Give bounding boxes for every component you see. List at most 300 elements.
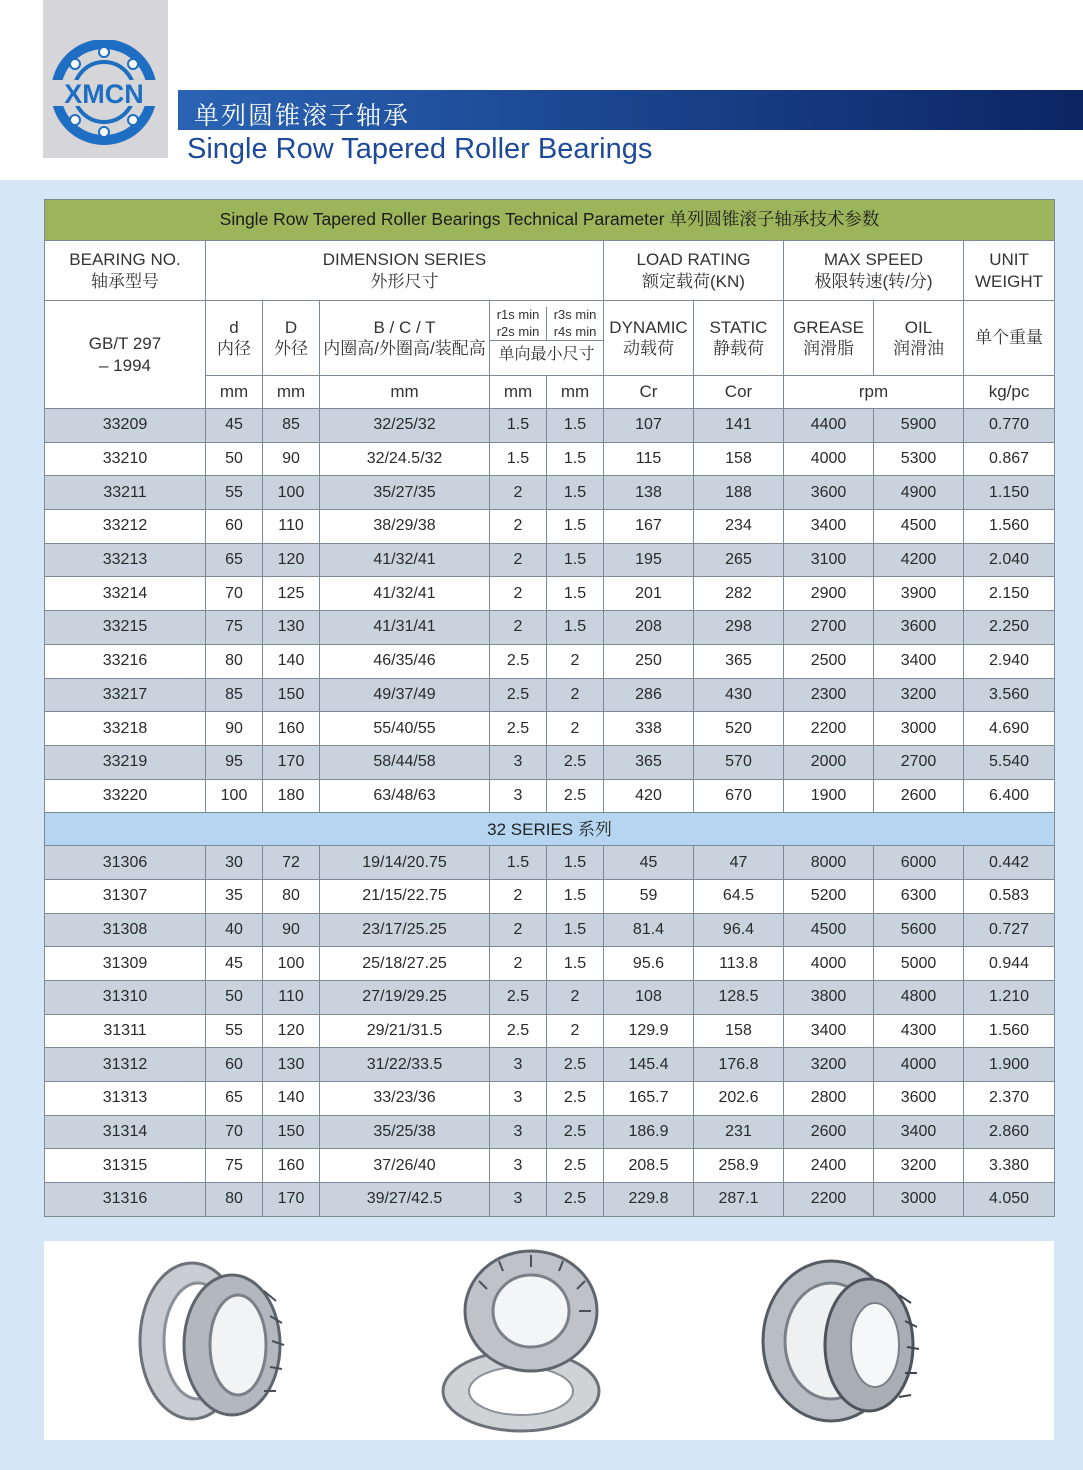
table-cell: 107 <box>604 409 694 443</box>
table-cell: 570 <box>694 745 784 779</box>
table-cell: 33218 <box>45 712 206 746</box>
table-cell: 2700 <box>874 745 964 779</box>
table-cell: 108 <box>604 981 694 1015</box>
table-cell: 2000 <box>784 745 874 779</box>
table-row <box>45 846 1055 880</box>
table-cell: 2.5 <box>490 712 547 746</box>
table-cell: 55 <box>206 1014 263 1048</box>
table-cell: 3900 <box>874 577 964 611</box>
header-grease: GREASE 润滑脂 <box>784 301 874 376</box>
table-cell: 4400 <box>784 409 874 443</box>
table-cell: 90 <box>263 913 320 947</box>
table-cell: 208 <box>604 611 694 645</box>
table-cell: 33220 <box>45 779 206 813</box>
table-cell: 4000 <box>784 442 874 476</box>
table-cell: 141 <box>694 409 784 443</box>
table-cell: 2800 <box>784 1082 874 1116</box>
table-cell: 6.400 <box>964 779 1055 813</box>
table-cell: 4.690 <box>964 712 1055 746</box>
page-title-cn: 单列圆锥滚子轴承 <box>194 101 411 130</box>
table-cell: 0.583 <box>964 879 1055 913</box>
table-cell: 23/17/25.25 <box>320 913 490 947</box>
table-cell: 2900 <box>784 577 874 611</box>
table-cell: 158 <box>694 1014 784 1048</box>
table-cell: 90 <box>206 712 263 746</box>
table-cell: 1.5 <box>547 409 604 443</box>
table-cell: 1900 <box>784 779 874 813</box>
table-cell: 4500 <box>874 510 964 544</box>
table-cell: 1.560 <box>964 1014 1055 1048</box>
table-cell: 3 <box>490 779 547 813</box>
table-cell: 35 <box>206 879 263 913</box>
table-row <box>45 409 1055 443</box>
table-cell: 1.210 <box>964 981 1055 1015</box>
table-cell: 38/29/38 <box>320 510 490 544</box>
table-cell: 25/18/27.25 <box>320 947 490 981</box>
table-cell: 120 <box>263 1014 320 1048</box>
table-cell: 1.5 <box>490 846 547 880</box>
table-cell: 5.540 <box>964 745 1055 779</box>
table-cell: 2.5 <box>547 1149 604 1183</box>
table-cell: 130 <box>263 611 320 645</box>
table-cell: 1.5 <box>547 577 604 611</box>
table-cell: 45 <box>206 409 263 443</box>
unit-r34: mm <box>547 376 604 409</box>
table-cell: 2 <box>547 1014 604 1048</box>
table-cell: 4.050 <box>964 1183 1055 1217</box>
table-row <box>45 510 1055 544</box>
header-bearing-no: BEARING NO. 轴承型号 <box>45 241 206 301</box>
table-cell: 50 <box>206 981 263 1015</box>
table-cell: 5900 <box>874 409 964 443</box>
table-cell: 3000 <box>874 712 964 746</box>
table-row <box>45 1014 1055 1048</box>
table-row <box>45 981 1055 1015</box>
table-cell: 49/37/49 <box>320 678 490 712</box>
table-cell: 63/48/63 <box>320 779 490 813</box>
table-title: Single Row Tapered Roller Bearings Technical Parameter 单列圆锥滚子轴承技术参数 <box>45 200 1055 241</box>
table-row <box>45 1048 1055 1082</box>
table-cell: 3800 <box>784 981 874 1015</box>
table-cell: 3400 <box>874 644 964 678</box>
table-cell: 229.8 <box>604 1183 694 1217</box>
table-cell: 3 <box>490 1183 547 1217</box>
table-cell: 95 <box>206 745 263 779</box>
table-cell: 100 <box>206 779 263 813</box>
table-cell: 2.040 <box>964 543 1055 577</box>
table-cell: 231 <box>694 1115 784 1149</box>
table-cell: 35/27/35 <box>320 476 490 510</box>
table-cell: 30 <box>206 846 263 880</box>
table-cell: 120 <box>263 543 320 577</box>
table-cell: 33213 <box>45 543 206 577</box>
table-cell: 33212 <box>45 510 206 544</box>
table-cell: 420 <box>604 779 694 813</box>
table-cell: 80 <box>206 644 263 678</box>
table-cell: 31/22/33.5 <box>320 1048 490 1082</box>
table-cell: 2.5 <box>547 1082 604 1116</box>
table-cell: 2.5 <box>547 1115 604 1149</box>
table-cell: 1.5 <box>547 879 604 913</box>
table-cell: 96.4 <box>694 913 784 947</box>
table-cell: 3.560 <box>964 678 1055 712</box>
table-row <box>45 644 1055 678</box>
table-cell: 100 <box>263 476 320 510</box>
table-cell: 2.860 <box>964 1115 1055 1149</box>
table-cell: 72 <box>263 846 320 880</box>
table-cell: 115 <box>604 442 694 476</box>
table-cell: 1.560 <box>964 510 1055 544</box>
table-cell: 0.727 <box>964 913 1055 947</box>
table-cell: 110 <box>263 981 320 1015</box>
table-row <box>45 779 1055 813</box>
table-cell: 31309 <box>45 947 206 981</box>
table-cell: 1.150 <box>964 476 1055 510</box>
table-cell: 3200 <box>784 1048 874 1082</box>
table-cell: 3400 <box>874 1115 964 1149</box>
table-cell: 188 <box>694 476 784 510</box>
header-d: d 内径 <box>206 301 263 376</box>
table-cell: 258.9 <box>694 1149 784 1183</box>
table-cell: 1.900 <box>964 1048 1055 1082</box>
table-cell: 45 <box>206 947 263 981</box>
table-cell: 365 <box>604 745 694 779</box>
spec-table <box>44 199 1055 1217</box>
table-cell: 2200 <box>784 712 874 746</box>
table-cell: 2.940 <box>964 644 1055 678</box>
table-cell: 1.5 <box>490 409 547 443</box>
table-cell: 234 <box>694 510 784 544</box>
tapered-bearing-photo-1 <box>134 1241 294 1440</box>
table-cell: 2500 <box>784 644 874 678</box>
table-cell: 1.5 <box>547 913 604 947</box>
table-cell: 6300 <box>874 879 964 913</box>
unit-kg: kg/pc <box>964 376 1055 409</box>
table-cell: 4800 <box>874 981 964 1015</box>
table-cell: 2600 <box>874 779 964 813</box>
title-band <box>178 90 1083 130</box>
table-cell: 3400 <box>784 510 874 544</box>
table-cell: 670 <box>694 779 784 813</box>
table-cell: 46/35/46 <box>320 644 490 678</box>
table-cell: 167 <box>604 510 694 544</box>
table-cell: 140 <box>263 644 320 678</box>
table-cell: 8000 <box>784 846 874 880</box>
table-cell: 19/14/20.75 <box>320 846 490 880</box>
table-cell: 100 <box>263 947 320 981</box>
table-cell: 2 <box>490 879 547 913</box>
table-cell: 2.5 <box>490 678 547 712</box>
table-row <box>45 913 1055 947</box>
table-cell: 5200 <box>784 879 874 913</box>
unit-r12: mm <box>490 376 547 409</box>
table-cell: 287.1 <box>694 1183 784 1217</box>
table-cell: 2.370 <box>964 1082 1055 1116</box>
table-cell: 4000 <box>784 947 874 981</box>
table-cell: 2 <box>490 913 547 947</box>
table-cell: 45 <box>604 846 694 880</box>
table-cell: 81.4 <box>604 913 694 947</box>
table-cell: 3600 <box>874 1082 964 1116</box>
table-cell: 338 <box>604 712 694 746</box>
table-cell: 39/27/42.5 <box>320 1183 490 1217</box>
table-cell: 3 <box>490 1115 547 1149</box>
header-standard: GB/T 297 – 1994 <box>45 301 206 409</box>
table-cell: 33214 <box>45 577 206 611</box>
table-cell: 3600 <box>874 611 964 645</box>
header-bct: B / C / T 内圈高/外圈高/装配高 <box>320 301 490 376</box>
table-cell: 138 <box>604 476 694 510</box>
table-cell: 33216 <box>45 644 206 678</box>
table-cell: 2600 <box>784 1115 874 1149</box>
header-max-speed: MAX SPEED 极限转速(转/分) <box>784 241 964 301</box>
table-cell: 31307 <box>45 879 206 913</box>
table-cell: 41/32/41 <box>320 543 490 577</box>
table-cell: 65 <box>206 543 263 577</box>
page-header <box>0 0 1083 180</box>
table-cell: 31310 <box>45 981 206 1015</box>
table-cell: 64.5 <box>694 879 784 913</box>
tapered-bearing-photo-3 <box>759 1241 929 1440</box>
table-cell: 180 <box>263 779 320 813</box>
table-cell: 265 <box>694 543 784 577</box>
table-cell: 2.5 <box>490 1014 547 1048</box>
table-cell: 3000 <box>874 1183 964 1217</box>
table-cell: 2.5 <box>547 1048 604 1082</box>
table-cell: 0.867 <box>964 442 1055 476</box>
table-row <box>45 947 1055 981</box>
table-cell: 1.5 <box>547 543 604 577</box>
table-cell: 3.380 <box>964 1149 1055 1183</box>
table-cell: 3200 <box>874 678 964 712</box>
table-cell: 2200 <box>784 1183 874 1217</box>
table-cell: 80 <box>263 879 320 913</box>
unit-D: mm <box>263 376 320 409</box>
table-cell: 2.5 <box>490 644 547 678</box>
table-cell: 160 <box>263 1149 320 1183</box>
table-cell: 2 <box>490 577 547 611</box>
table-cell: 208.5 <box>604 1149 694 1183</box>
table-cell: 33210 <box>45 442 206 476</box>
header-oil: OIL 润滑油 <box>874 301 964 376</box>
table-cell: 75 <box>206 1149 263 1183</box>
table-cell: 1.5 <box>547 476 604 510</box>
table-row <box>45 1183 1055 1217</box>
series-label: 32 SERIES 系列 <box>45 813 1055 846</box>
table-cell: 41/32/41 <box>320 577 490 611</box>
table-cell: 0.442 <box>964 846 1055 880</box>
table-cell: 5600 <box>874 913 964 947</box>
table-cell: 29/21/31.5 <box>320 1014 490 1048</box>
table-body-33-series <box>45 409 1055 813</box>
table-cell: 33209 <box>45 409 206 443</box>
header-dimension-series: DIMENSION SERIES 外形尺寸 <box>206 241 604 301</box>
table-cell: 2 <box>490 510 547 544</box>
table-cell: 33211 <box>45 476 206 510</box>
table-cell: 365 <box>694 644 784 678</box>
table-cell: 1.5 <box>547 947 604 981</box>
tapered-bearing-photo-2 <box>439 1241 609 1440</box>
unit-bct: mm <box>320 376 490 409</box>
table-cell: 3600 <box>784 476 874 510</box>
table-cell: 176.8 <box>694 1048 784 1082</box>
table-cell: 1.5 <box>547 442 604 476</box>
table-cell: 58/44/58 <box>320 745 490 779</box>
table-body-32-series <box>45 846 1055 1217</box>
table-cell: 90 <box>263 442 320 476</box>
table-cell: 4900 <box>874 476 964 510</box>
table-cell: 2.5 <box>547 779 604 813</box>
table-row <box>45 745 1055 779</box>
table-cell: 33219 <box>45 745 206 779</box>
table-row <box>45 1082 1055 1116</box>
table-cell: 2.250 <box>964 611 1055 645</box>
table-row <box>45 476 1055 510</box>
table-cell: 32/24.5/32 <box>320 442 490 476</box>
photo-strip <box>44 1241 1054 1440</box>
table-cell: 2 <box>547 981 604 1015</box>
table-cell: 201 <box>604 577 694 611</box>
table-cell: 195 <box>604 543 694 577</box>
table-row <box>45 442 1055 476</box>
table-cell: 4300 <box>874 1014 964 1048</box>
table-cell: 70 <box>206 1115 263 1149</box>
table-cell: 1.5 <box>547 846 604 880</box>
table-cell: 165.7 <box>604 1082 694 1116</box>
table-cell: 31306 <box>45 846 206 880</box>
table-cell: 128.5 <box>694 981 784 1015</box>
table-cell: 4200 <box>874 543 964 577</box>
unit-d: mm <box>206 376 263 409</box>
table-cell: 35/25/38 <box>320 1115 490 1149</box>
header-static: STATIC 静载荷 <box>694 301 784 376</box>
table-cell: 85 <box>263 409 320 443</box>
table-cell: 125 <box>263 577 320 611</box>
table-cell: 55 <box>206 476 263 510</box>
table-cell: 1.5 <box>547 611 604 645</box>
table-row <box>45 678 1055 712</box>
brand-logo <box>43 0 168 158</box>
table-cell: 2.5 <box>490 981 547 1015</box>
unit-cr: Cr <box>604 376 694 409</box>
table-cell: 286 <box>604 678 694 712</box>
table-row <box>45 577 1055 611</box>
table-cell: 3 <box>490 1082 547 1116</box>
table-cell: 2 <box>547 712 604 746</box>
table-row <box>45 712 1055 746</box>
table-cell: 150 <box>263 678 320 712</box>
table-row <box>45 543 1055 577</box>
table-cell: 0.944 <box>964 947 1055 981</box>
table-cell: 145.4 <box>604 1048 694 1082</box>
table-cell: 85 <box>206 678 263 712</box>
table-cell: 31313 <box>45 1082 206 1116</box>
table-cell: 129.9 <box>604 1014 694 1048</box>
table-cell: 140 <box>263 1082 320 1116</box>
table-cell: 47 <box>694 846 784 880</box>
bearing-logo-icon <box>51 40 161 158</box>
table-cell: 3 <box>490 1149 547 1183</box>
table-cell: 2 <box>490 476 547 510</box>
table-cell: 1.5 <box>547 510 604 544</box>
table-cell: 31315 <box>45 1149 206 1183</box>
table-cell: 158 <box>694 442 784 476</box>
header-dynamic: DYNAMIC 动载荷 <box>604 301 694 376</box>
table-cell: 33217 <box>45 678 206 712</box>
table-cell: 2 <box>490 947 547 981</box>
table-cell: 2300 <box>784 678 874 712</box>
table-cell: 27/19/29.25 <box>320 981 490 1015</box>
table-cell: 40 <box>206 913 263 947</box>
table-cell: 2 <box>547 678 604 712</box>
table-cell: 430 <box>694 678 784 712</box>
table-cell: 298 <box>694 611 784 645</box>
table-cell: 37/26/40 <box>320 1149 490 1183</box>
table-cell: 3 <box>490 745 547 779</box>
table-cell: 2.150 <box>964 577 1055 611</box>
table-cell: 5000 <box>874 947 964 981</box>
table-cell: 60 <box>206 1048 263 1082</box>
table-cell: 70 <box>206 577 263 611</box>
table-cell: 202.6 <box>694 1082 784 1116</box>
table-cell: 110 <box>263 510 320 544</box>
table-cell: 75 <box>206 611 263 645</box>
table-cell: 186.9 <box>604 1115 694 1149</box>
header-D: D 外径 <box>263 301 320 376</box>
unit-cor: Cor <box>694 376 784 409</box>
table-row <box>45 611 1055 645</box>
table-cell: 59 <box>604 879 694 913</box>
table-row <box>45 1115 1055 1149</box>
table-cell: 80 <box>206 1183 263 1217</box>
table-cell: 2.5 <box>547 745 604 779</box>
table-cell: 2400 <box>784 1149 874 1183</box>
table-cell: 170 <box>263 1183 320 1217</box>
table-cell: 31311 <box>45 1014 206 1048</box>
page-title-en: Single Row Tapered Roller Bearings <box>187 133 653 165</box>
table-cell: 21/15/22.75 <box>320 879 490 913</box>
table-cell: 32/25/32 <box>320 409 490 443</box>
header-min-chamfer: r1s min r2s min r3s min r4s min 单向最小尺寸 <box>490 301 604 376</box>
table-cell: 65 <box>206 1082 263 1116</box>
table-cell: 33215 <box>45 611 206 645</box>
table-cell: 50 <box>206 442 263 476</box>
table-cell: 41/31/41 <box>320 611 490 645</box>
table-cell: 3100 <box>784 543 874 577</box>
header-weight-cn: 单个重量 <box>964 301 1055 376</box>
table-cell: 2 <box>490 611 547 645</box>
table-cell: 6000 <box>874 846 964 880</box>
table-cell: 150 <box>263 1115 320 1149</box>
unit-rpm: rpm <box>784 376 964 409</box>
header-load-rating: LOAD RATING 额定载荷(KN) <box>604 241 784 301</box>
table-cell: 31308 <box>45 913 206 947</box>
table-cell: 95.6 <box>604 947 694 981</box>
table-cell: 2700 <box>784 611 874 645</box>
table-row <box>45 879 1055 913</box>
table-cell: 2 <box>547 644 604 678</box>
header-unit-weight: UNIT WEIGHT <box>964 241 1055 301</box>
table-cell: 60 <box>206 510 263 544</box>
table-cell: 31312 <box>45 1048 206 1082</box>
table-cell: 2 <box>490 543 547 577</box>
table-cell: 5300 <box>874 442 964 476</box>
table-cell: 130 <box>263 1048 320 1082</box>
table-cell: 282 <box>694 577 784 611</box>
table-cell: 1.5 <box>490 442 547 476</box>
table-cell: 250 <box>604 644 694 678</box>
table-cell: 4000 <box>874 1048 964 1082</box>
